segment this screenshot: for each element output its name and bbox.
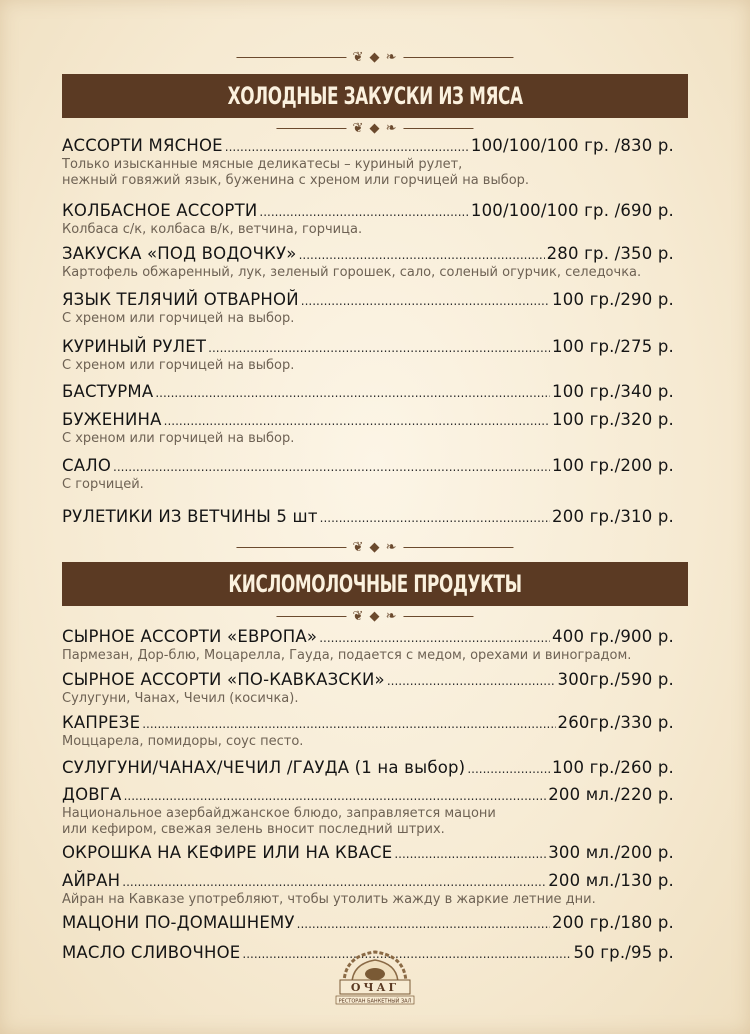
item-price: 100/100/100 гр. /690 р. (470, 201, 674, 220)
item-description: нежный говяжий язык, буженина с хреном или горчицей на выбор. (62, 173, 530, 188)
item-description: Колбаса с/к, колбаса в/к, ветчина, горчица. (62, 222, 363, 237)
menu-item (62, 382, 674, 403)
item-name: СЫРНОЕ АССОРТИ «ЕВРОПА» (62, 627, 318, 646)
item-price: 200 гр./180 р. (552, 913, 674, 932)
item-name: ДОВГА (62, 785, 122, 804)
item-name: ЗАКУСКА «ПОД ВОДОЧКУ» (62, 244, 297, 263)
item-name: БУЖЕНИНА (62, 410, 162, 429)
ornament-divider: ❦ ◆ ❧ (236, 540, 513, 555)
item-name: АЙРАН (62, 871, 121, 890)
logo-subtitle: РЕСТОРАН БАНКЕТНЫЙ ЗАЛ (338, 998, 412, 1005)
menu-item (62, 201, 674, 238)
menu-item (62, 785, 674, 838)
item-price: 200 мл./130 р. (548, 871, 674, 890)
item-description: С хреном или горчицей на выбор. (62, 358, 295, 373)
menu-item (62, 913, 674, 934)
restaurant-logo (334, 944, 416, 1006)
menu-item (62, 713, 674, 750)
menu-item (62, 337, 674, 374)
item-name: МАСЛО СЛИВОЧНОЕ (62, 943, 241, 962)
item-price: 260гр./330 р. (557, 713, 674, 732)
item-description: Айран на Кавказе употребляют, чтобы утолить жажду в жаркие летние дни. (62, 892, 596, 907)
item-price: 100 гр./275 р. (552, 337, 674, 356)
item-price: 280 гр. /350 р. (546, 244, 674, 263)
item-price: 200 мл./220 р. (548, 785, 674, 804)
item-description: Картофель обжаренный, лук, зеленый горошек, сало, соленый огурчик, селедочка. (62, 265, 642, 280)
item-name: БАСТУРМА (62, 382, 154, 401)
item-name: АССОРТИ МЯСНОЕ (62, 136, 223, 155)
item-description: или кефиром, свежая зелень вносит последний штрих. (62, 822, 445, 837)
item-price: 200 гр./310 р. (552, 507, 674, 526)
item-description: Только изысканные мясные деликатесы – куриный рулет, (62, 157, 463, 172)
item-price: 300 мл./200 р. (548, 843, 674, 862)
item-description: Моццарела, помидоры, соус песто. (62, 734, 304, 749)
ornament-divider: ❦ ◆ ❧ (236, 50, 513, 65)
section-title-dairy: КИСЛОМОЛОЧНЫЕ ПРОДУКТЫ (62, 562, 688, 606)
item-description: Национальное азербайджанское блюдо, заправляется мацони (62, 806, 496, 821)
logo-text: ОЧАГ (350, 981, 400, 994)
item-name: МАЦОНИ ПО-ДОМАШНЕМУ (62, 913, 295, 932)
item-price: 100 гр./290 р. (552, 290, 674, 309)
item-description: С хреном или горчицей на выбор. (62, 311, 295, 326)
item-name: ОКРОШКА НА КЕФИРЕ ИЛИ НА КВАСЕ (62, 843, 393, 862)
menu-item (62, 843, 674, 864)
menu-item (62, 670, 674, 707)
ornament-divider: ❦ ◆ ❧ (276, 121, 473, 136)
menu-item (62, 290, 674, 327)
item-price: 400 гр./900 р. (552, 627, 674, 646)
menu-item (62, 410, 674, 447)
item-name: РУЛЕТИКИ ИЗ ВЕТЧИНЫ 5 шт (62, 507, 318, 526)
section-title-cold-meat: ХОЛОДНЫЕ ЗАКУСКИ ИЗ МЯСА (62, 74, 688, 118)
menu-item (62, 758, 674, 779)
menu-item (62, 136, 674, 189)
item-price: 100 гр./200 р. (552, 456, 674, 475)
item-price: 100 гр./320 р. (552, 410, 674, 429)
item-name: КУРИНЫЙ РУЛЕТ (62, 337, 207, 356)
menu-item (62, 871, 674, 908)
item-description: Пармезан, Дор-блю, Моцарелла, Гауда, подается с медом, орехами и виноградом. (62, 648, 632, 663)
item-price: 50 гр./95 р. (573, 943, 674, 962)
item-name: СЫРНОЕ АССОРТИ «ПО-КАВКАЗСКИ» (62, 670, 385, 689)
item-description: С горчицей. (62, 477, 144, 492)
menu-item (62, 456, 674, 493)
item-description: Сулугуни, Чанах, Чечил (косичка). (62, 691, 299, 706)
ornament-divider: ❦ ◆ ❧ (276, 609, 473, 624)
item-name: САЛО (62, 456, 112, 475)
menu-item (62, 244, 674, 281)
menu-item (62, 507, 674, 528)
item-name: ЯЗЫК ТЕЛЯЧИЙ ОТВАРНОЙ (62, 290, 299, 309)
item-price: 300гр./590 р. (557, 670, 674, 689)
item-name: КОЛБАСНОЕ АССОРТИ (62, 201, 258, 220)
item-name: КАПРЕЗЕ (62, 713, 141, 732)
item-name: СУЛУГУНИ/ЧАНАХ/ЧЕЧИЛ /ГАУДА (1 на выбор) (62, 758, 466, 777)
item-price: 100 гр./340 р. (552, 382, 674, 401)
item-description: С хреном или горчицей на выбор. (62, 431, 295, 446)
menu-item (62, 627, 674, 664)
item-price: 100/100/100 гр. /830 р. (470, 136, 674, 155)
item-price: 100 гр./260 р. (552, 758, 674, 777)
